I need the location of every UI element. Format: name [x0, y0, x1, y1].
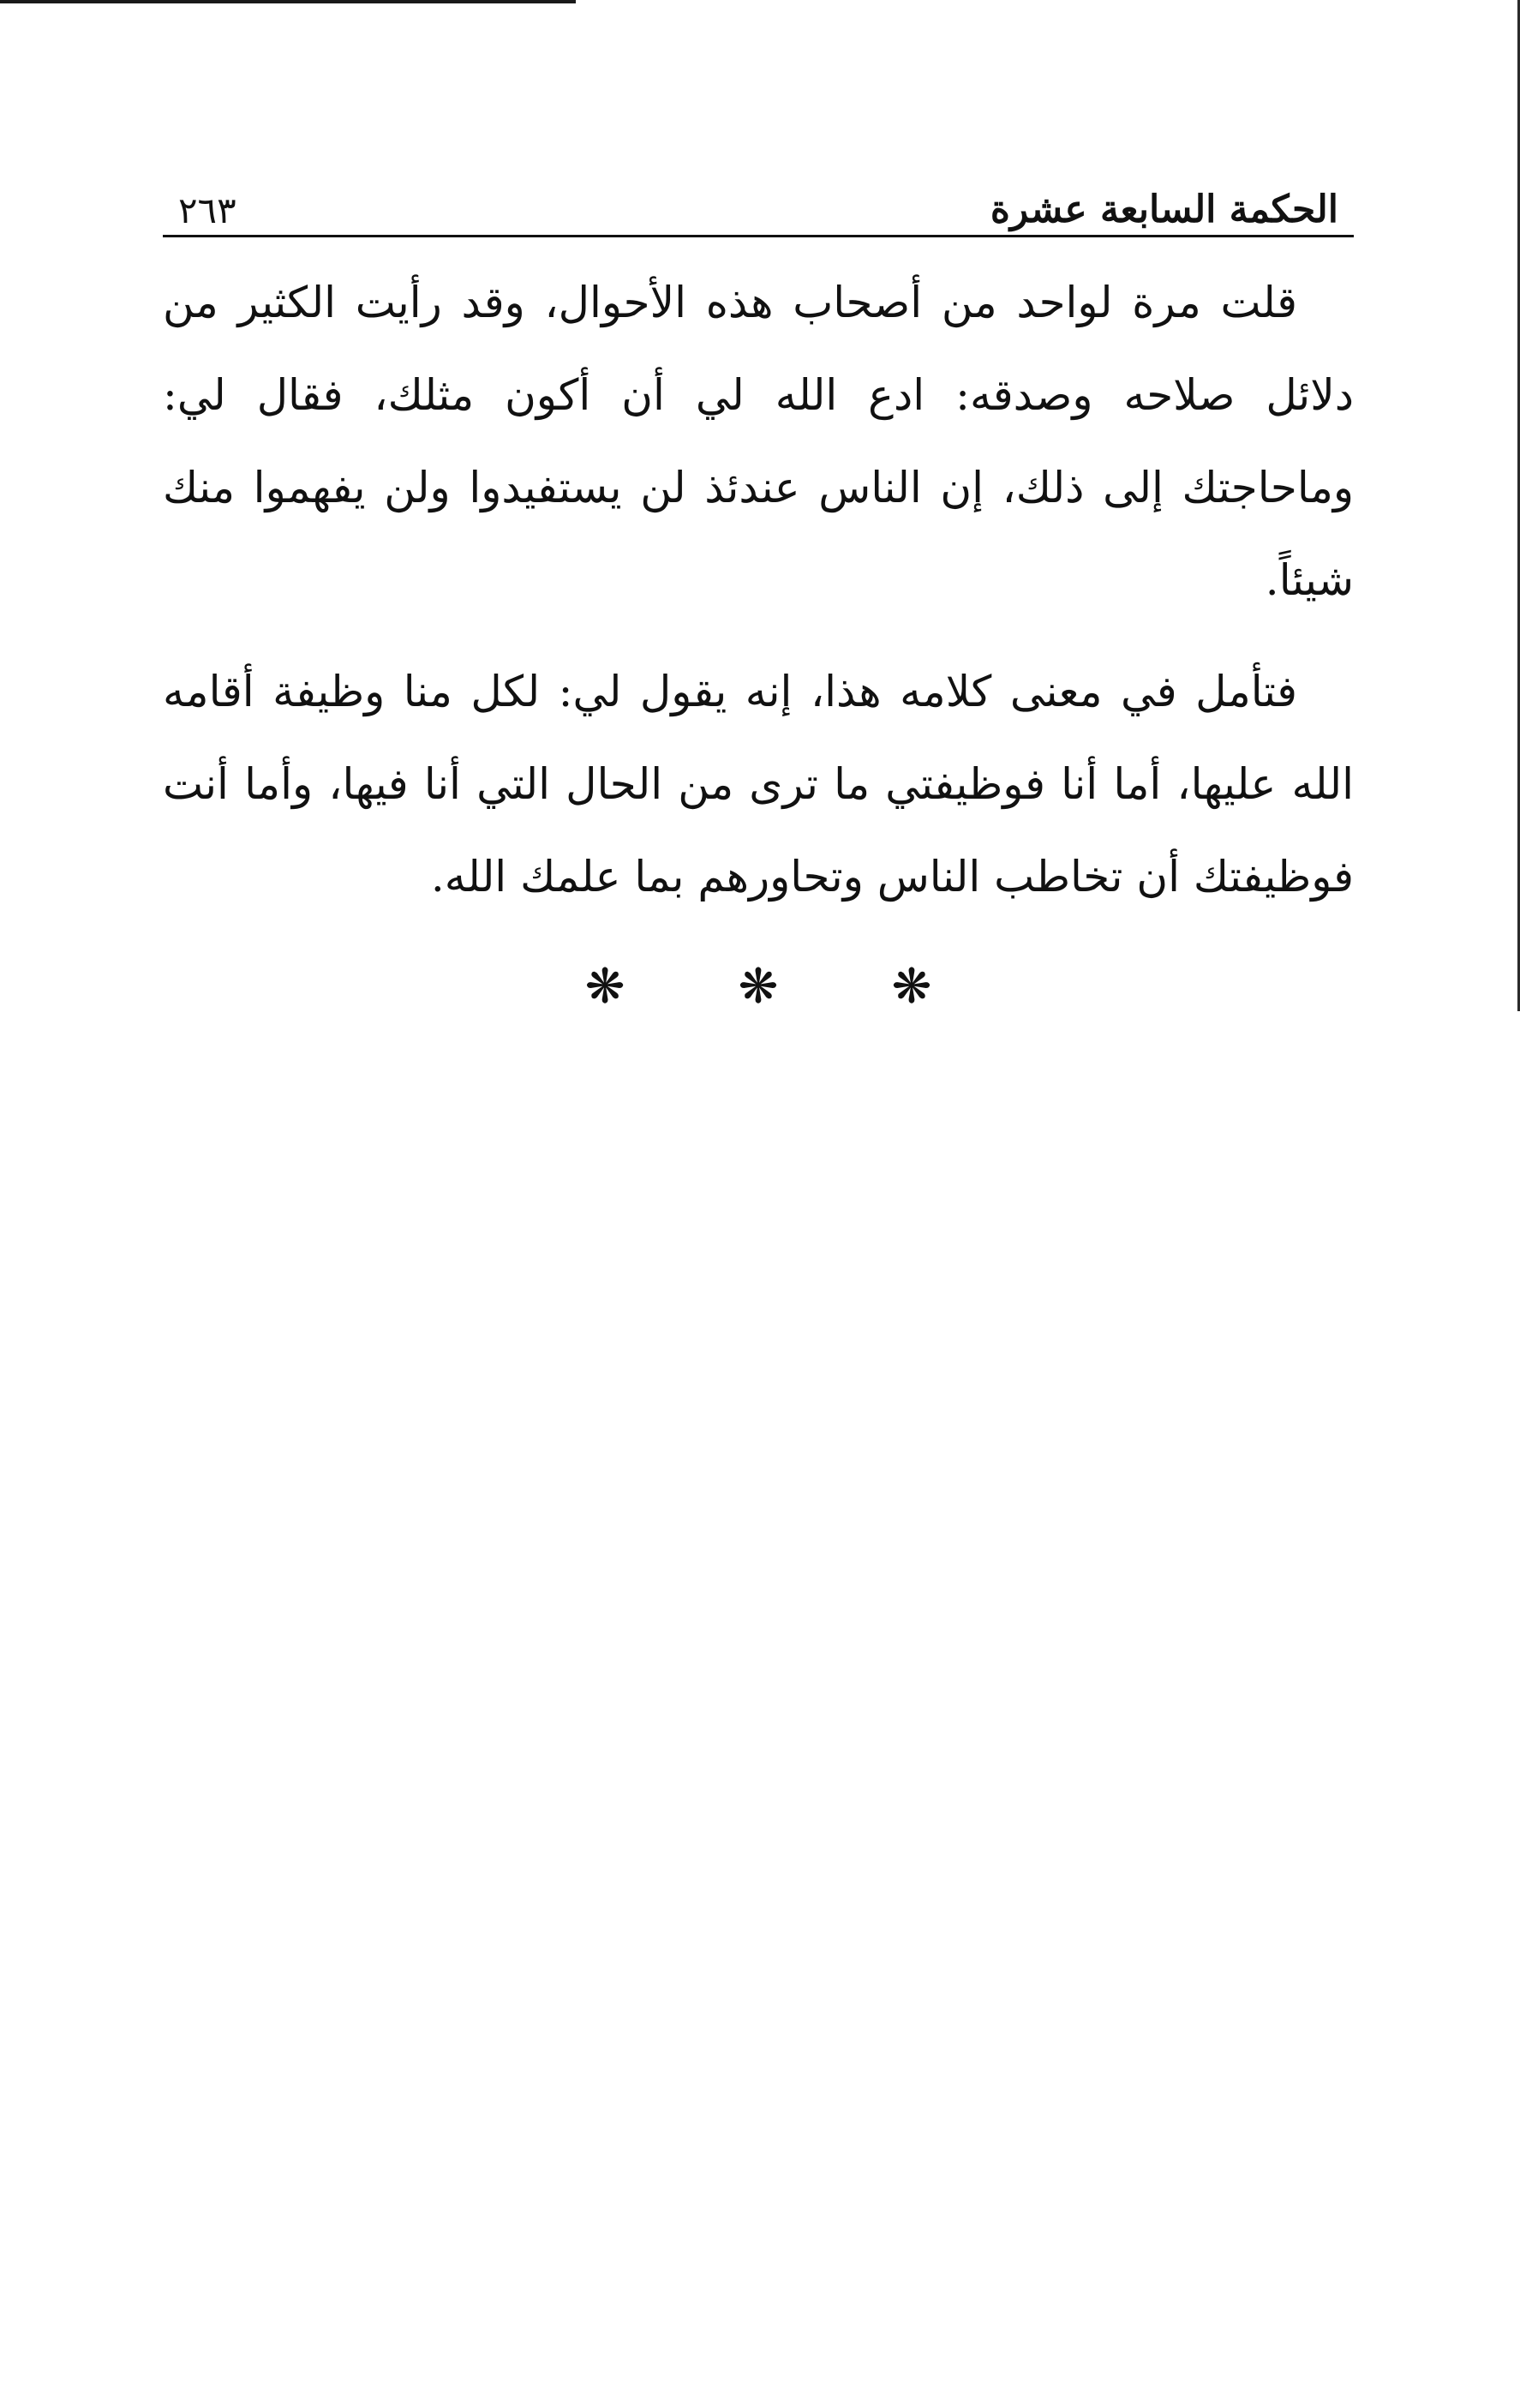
- scan-edge-top: [0, 0, 576, 3]
- chapter-title: الحكمة السابعة عشرة: [990, 188, 1338, 231]
- body-text: [163, 256, 1354, 923]
- page-number: ٢٦٣: [178, 189, 236, 231]
- paragraph-1: قلت مرة لواحد من أصحاب هذه الأحوال، وقد رأيت الكثير من دلائل صلاحه وصدقه: ادع الله لي أن أكون مثلك، فقال لي: وماحاجتك إلى ذلك، إن الناس عندئذ لن يستفيدوا ولن يفهموا منك شيئاً.: [163, 278, 1354, 605]
- asterisk-ornament-icon: ❋: [584, 959, 625, 1015]
- section-separator: [163, 959, 1354, 1015]
- running-header: [163, 163, 1354, 237]
- book-page: [163, 163, 1354, 1015]
- paragraph-2: فتأمل في معنى كلامه هذا، إنه يقول لي: لكل منا وظيفة أقامه الله عليها، أما أنا فوظيفتي ما ترى من الحال التي أنا فيها، وأما أنت فوظيفتك أن تخاطب الناس وتحاورهم بما علمك الله.: [163, 667, 1354, 902]
- asterisk-ornament-icon: ❋: [738, 959, 779, 1015]
- asterisk-ornament-icon: ❋: [891, 959, 932, 1015]
